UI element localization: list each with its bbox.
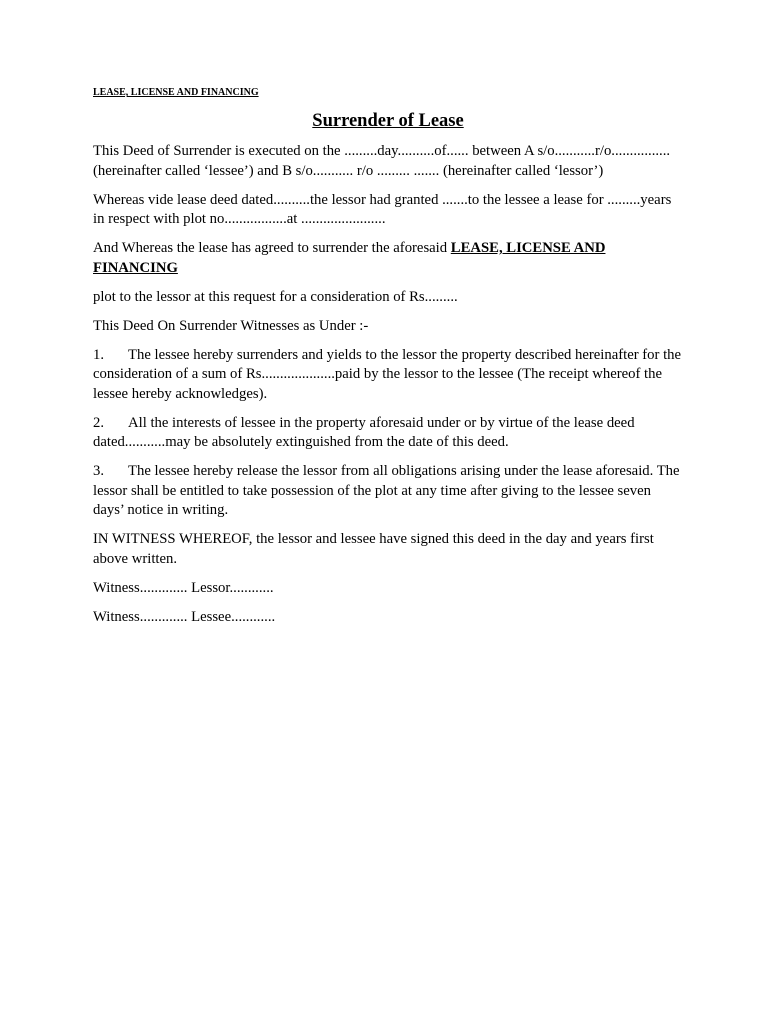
clause-text: All the interests of lessee in the property aforesaid under or by virtue of the lease deed dated...........may be absolutely extinguished from the date of this deed.: [93, 414, 635, 450]
lessee-signature-line: Witness............. Lessee............: [93, 608, 276, 625]
clause-number: 1.: [93, 346, 105, 363]
document-page: [93, 86, 683, 637]
lessor-signature-line: Witness............. Lessor............: [93, 579, 274, 596]
clause-number: 3.: [93, 463, 105, 479]
clause-text: The lessee hereby release the lessor from all obligations arising under the lease aforesaid. The lessor shall be entitled to take possession of the plot at any time after giving to the lessee seven days’ notice in writing.: [93, 463, 680, 518]
whereas-lease-paragraph: Whereas vide lease deed dated..........the lessor had granted .......to the lessee a lease for .........years in respect with plot no.................at .......................: [93, 191, 672, 227]
clause-item: [93, 462, 683, 521]
clause-item: [93, 414, 683, 453]
document-category-header: LEASE, LICENSE AND FINANCING: [93, 87, 259, 98]
whereas-surrender-paragraph: [93, 239, 683, 278]
whereas-surrender-text: And Whereas the lease has agreed to surrender the aforesaid: [93, 240, 451, 256]
lease-license-financing-emphasis: LEASE, LICENSE AND FINANCING: [93, 240, 606, 276]
document-title: Surrender of Lease: [312, 111, 464, 131]
clause-text: The lessee hereby surrenders and yields to the lessor the property described hereinafter for the consideration of a sum of Rs....................paid by the lessor to the lessee (The receipt whereof the lessee hereby acknowledges).: [93, 346, 682, 402]
witnesses-heading: This Deed On Surrender Witnesses as Under :-: [93, 317, 369, 334]
consideration-paragraph: plot to the lessor at this request for a consideration of Rs.........: [93, 288, 458, 305]
in-witness-whereof-paragraph: IN WITNESS WHEREOF, the lessor and lessee have signed this deed in the day and years first above written.: [93, 531, 654, 567]
deed-intro-paragraph: This Deed of Surrender is executed on the .........day..........of...... between A s/o...........r/o................(hereinafter called ‘lessee’) and B s/o........... r/o ......... ....... (hereinafter called ‘lessor’): [93, 143, 671, 179]
clause-item: [93, 346, 683, 405]
clause-number: 2.: [93, 414, 105, 431]
